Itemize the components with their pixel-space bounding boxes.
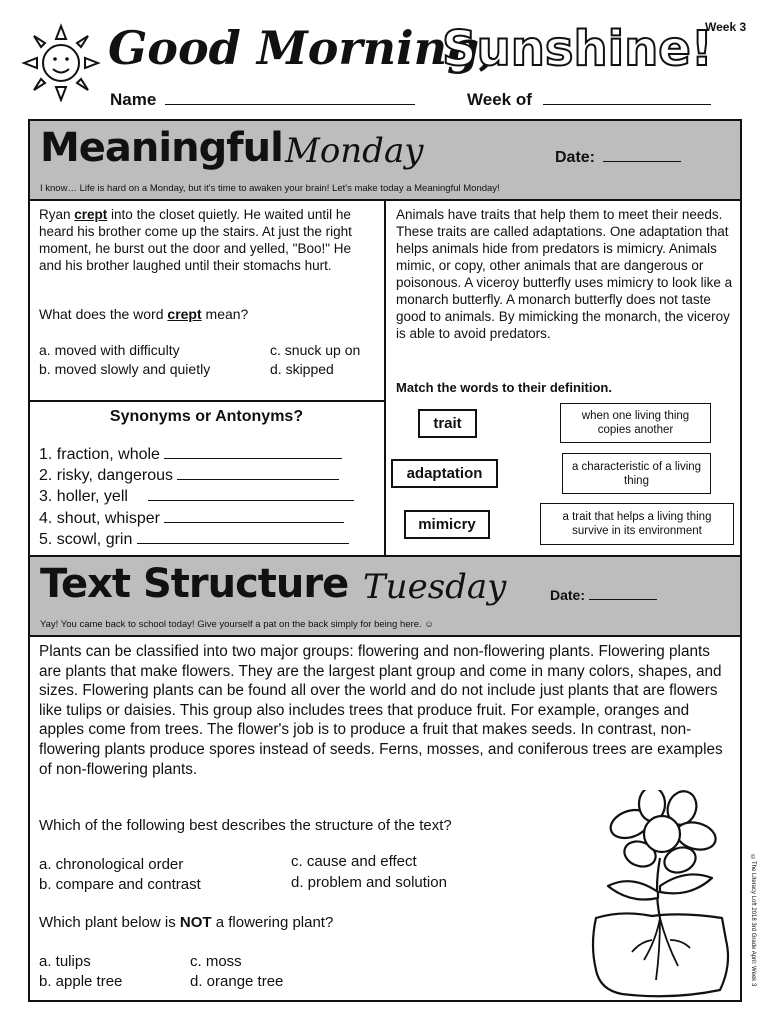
week-of-input[interactable]: [543, 104, 711, 105]
tuesday-date-label: Date:: [550, 587, 586, 603]
structure-choice-b[interactable]: b. compare and contrast: [39, 876, 201, 893]
match-definition-2[interactable]: a characteristic of a living thing: [562, 453, 711, 494]
vocab-choice-b[interactable]: b. moved slowly and quietly: [39, 361, 211, 377]
match-definition-1[interactable]: when one living thing copies another: [560, 403, 711, 443]
vocab-choice-d[interactable]: d. skipped: [270, 361, 334, 377]
synonyms-list: [39, 444, 354, 550]
plant-choice-c[interactable]: c. moss: [190, 953, 242, 970]
match-word-adaptation[interactable]: adaptation: [391, 459, 498, 488]
monday-title-bold: Meaningful: [40, 125, 283, 171]
synonyms-title: Synonyms or Antonyms?: [109, 408, 304, 425]
plant-choice-b[interactable]: b. apple tree: [39, 973, 123, 990]
synonym-item-1: 1. fraction, whole: [39, 444, 354, 465]
page-title-script: Good Morning,: [108, 21, 496, 75]
tuesday-tagline: Yay! You came back to school today! Give yourself a pat on the back simply for being here. ☺: [40, 619, 434, 630]
monday-tagline: I know… Life is hard on a Monday, but it's time to awaken your brain! Let's make today a Meaningful Monday!: [40, 183, 500, 194]
page-title-outline: Sunshine!: [442, 21, 713, 77]
tuesday-title-script: Tuesday: [363, 567, 507, 607]
plant-choice-a[interactable]: a. tulips: [39, 953, 91, 970]
vocab-choice-a[interactable]: a. moved with difficulty: [39, 342, 180, 358]
plants-passage: Plants can be classified into two major groups: flowering and non-flowering plants. Flowering plants are plants that make flowers. They are the largest plant group and come in many colors, shapes, and sizes. Flowering plants can be found all over the world and do not include just plants that are flowers like tulips or daisies. This group also includes trees that produce fruit. For example, oranges and apples come from trees. The flower's job is to produce a fruit that makes seeds. In contrast, non-flowering plants produce spores instead of seeds. Ferns, mosses, and coniferous trees are examples of non-flowering plants.: [39, 643, 723, 778]
week-of-row: [467, 90, 711, 110]
synonym-item-2: 2. risky, dangerous: [39, 465, 354, 486]
monday-date-input[interactable]: [603, 161, 681, 162]
name-label: Name: [110, 90, 157, 109]
week-of-label: Week of: [467, 90, 532, 109]
plant-question: Which plant below is NOT a flowering plant?: [39, 914, 334, 931]
structure-question: Which of the following best describes the structure of the text?: [39, 817, 452, 834]
tuesday-title-bold: Text Structure: [40, 561, 349, 607]
tuesday-date: [550, 587, 657, 603]
structure-choice-a[interactable]: a. chronological order: [39, 856, 184, 873]
structure-choice-c[interactable]: c. cause and effect: [291, 853, 417, 870]
synonym-item-5: 5. scowl, grin: [39, 529, 354, 550]
synonym-item-4: 4. shout, whisper: [39, 508, 354, 529]
monday-date: [555, 149, 681, 167]
flower-illustration-icon: [582, 790, 740, 1002]
structure-choice-d[interactable]: d. problem and solution: [291, 874, 447, 891]
copyright-note: ©The Literacy Loft 2018 3rd Grade April: Week 3: [750, 855, 756, 987]
vocab-passage: Ryan crept into the closet quietly. He waited until he heard his brother come up the stairs. At just the right moment, he burst out the door and yelled, "Boo!" He and his brother laughed until their stomachs hurt.: [39, 207, 352, 273]
monday-header: [28, 119, 742, 201]
tuesday-header: [28, 555, 742, 637]
synonym-item-3: 3. holler, yell: [39, 486, 354, 507]
plant-choice-d[interactable]: d. orange tree: [190, 973, 284, 990]
vocab-question: What does the word crept mean?: [39, 306, 249, 322]
sun-icon: [20, 22, 102, 104]
monday-title-script: Monday: [285, 131, 424, 171]
adaptation-passage: Animals have traits that help them to meet their needs. These traits are called adaptations. One adaptation that helps animals hide from predators is mimicry. Animals mimic, or copy, other animals that are dangerous or poisonous. A viceroy butterfly uses mimicry to look like a monarch butterfly. A monarch butterfly does not taste good to animals. By mimicking the monarch, the viceroy is able to avoid predators.: [396, 207, 733, 341]
match-definition-3[interactable]: a trait that helps a living thing survive in its environment: [540, 503, 734, 545]
tuesday-date-input[interactable]: [589, 599, 657, 600]
match-word-trait[interactable]: trait: [418, 409, 477, 438]
name-input[interactable]: [165, 104, 415, 105]
match-prompt: Match the words to their definition.: [396, 380, 612, 395]
match-word-mimicry[interactable]: mimicry: [404, 510, 490, 539]
vocab-choice-c[interactable]: c. snuck up on: [270, 342, 361, 358]
monday-date-label: Date:: [555, 149, 596, 166]
week-tag: Week 3: [705, 20, 747, 34]
name-row: [110, 90, 415, 110]
